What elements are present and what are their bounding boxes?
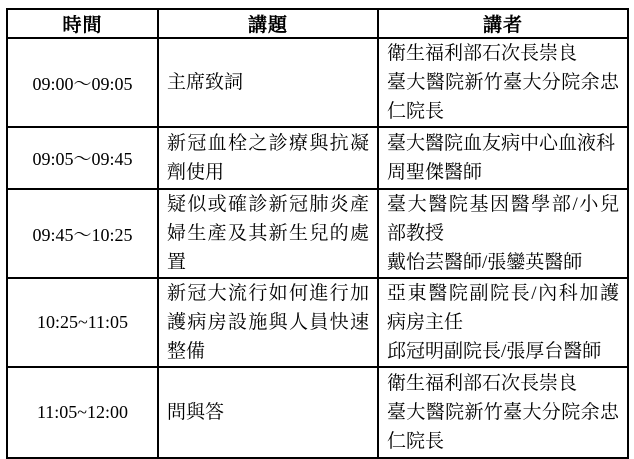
schedule-table <box>6 8 629 459</box>
topic-text: 新冠大流行如何進行加護病房設施與人員快速整備 <box>167 283 369 362</box>
table-row <box>7 127 628 189</box>
time-cell: 09:45～10:25 <box>7 189 158 278</box>
topic-cell <box>158 278 378 367</box>
speaker-line: 臺大醫院新竹臺大分院余忠仁院長 <box>387 402 619 452</box>
speaker-line: 戴怡芸醫師/張鑾英醫師 <box>387 252 583 273</box>
column-header-topic: 講題 <box>158 9 378 38</box>
speaker-cell <box>378 38 628 127</box>
header-row <box>7 9 628 38</box>
table-row <box>7 278 628 367</box>
time-cell: 09:00～09:05 <box>7 38 158 127</box>
speaker-line: 臺大醫院新竹臺大分院余忠仁院長 <box>387 72 619 122</box>
time-cell: 10:25~11:05 <box>7 278 158 367</box>
topic-cell <box>158 189 378 278</box>
speaker-line: 周聖傑醫師 <box>387 162 483 183</box>
speaker-cell <box>378 189 628 278</box>
topic-cell <box>158 367 378 458</box>
speaker-line: 臺大醫院基因醫學部/小兒部教授 <box>387 194 619 244</box>
topic-text: 主席致詞 <box>167 72 244 93</box>
topic-cell <box>158 38 378 127</box>
column-header-speaker: 講者 <box>378 9 628 38</box>
table-row <box>7 367 628 458</box>
speaker-line: 衛生福利部石次長崇良 <box>387 43 578 64</box>
topic-text: 問與答 <box>167 402 225 423</box>
table-row <box>7 38 628 127</box>
topic-text: 疑似或確診新冠肺炎產婦生產及其新生兒的處置 <box>167 194 369 273</box>
time-cell: 09:05～09:45 <box>7 127 158 189</box>
speaker-cell <box>378 278 628 367</box>
column-header-time: 時間 <box>7 9 158 38</box>
topic-cell <box>158 127 378 189</box>
speaker-line: 邱冠明副院長/張厚台醫師 <box>387 341 602 362</box>
speaker-cell <box>378 367 628 458</box>
table-row <box>7 189 628 278</box>
speaker-line: 亞東醫院副院長/內科加護病房主任 <box>387 283 619 333</box>
topic-text: 新冠血栓之診療與抗凝劑使用 <box>167 133 369 183</box>
time-cell: 11:05~12:00 <box>7 367 158 458</box>
speaker-line: 臺大醫院血友病中心血液科 <box>387 133 616 154</box>
speaker-line: 衛生福利部石次長崇良 <box>387 373 578 394</box>
speaker-cell <box>378 127 628 189</box>
